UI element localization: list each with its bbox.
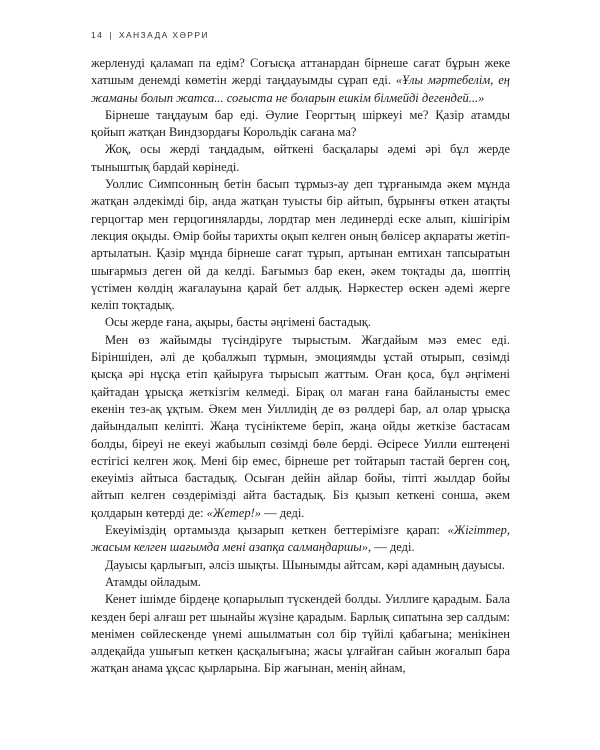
paragraph-text: Жоқ, осы жерді таңдадым, өйткені басқалары әдемі әрі бұл жерде тыныштық бардай көрінеді. xyxy=(91,142,510,174)
paragraph xyxy=(91,332,510,522)
body-text xyxy=(91,55,510,678)
paragraph-text: Атамды ойладым. xyxy=(105,574,201,589)
paragraph xyxy=(91,574,510,591)
author-name: ХАНЗАДА ХӘРРИ xyxy=(118,30,209,40)
paragraph xyxy=(91,55,510,107)
paragraph xyxy=(91,314,510,331)
paragraph xyxy=(91,591,510,677)
italic-text: «Жігіттер, жасым келген шағымда мені азапқа салмаңдаршы» xyxy=(91,523,510,555)
header-separator: | xyxy=(109,30,113,40)
paragraph xyxy=(91,557,510,574)
paragraph xyxy=(91,141,510,176)
paragraph-text: , — деді. xyxy=(368,540,415,555)
italic-text: «Ұлы мәртебелім, ең жаманы болып жатса... соғыста не боларын ешкім білмейді дегендей...» xyxy=(91,73,511,105)
paragraph xyxy=(91,522,510,557)
paragraph-text: Кенет ішімде бірдеңе қопарылып түскендей болды. Уиллиге қарадым. Бала кезден бері алғаш рет шынайы жүзіне қарадым. Барлық сипатына зер салдым: менімен сөйлескенде үнемі ашылматын сол бір түйілі қабағына; менікінен әлдеқайда ушығып кеткен қасқалығына; жасы ұлғайған сайын жоғалып бара жатқан анама ұқсас қырларына. Бір жағынан, менің айнам, xyxy=(91,592,510,676)
paragraph xyxy=(91,176,510,314)
paragraph-text: — деді. xyxy=(260,505,305,520)
running-head xyxy=(91,29,510,41)
paragraph-text: Осы жерде ғана, ақыры, басты әңгімені бастадық. xyxy=(105,315,371,330)
paragraph-text: Дауысы қарлығып, әлсіз шықты. Шынымды айтсам, кәрі адамның дауысы. xyxy=(105,557,505,572)
page-number: 14 xyxy=(91,30,104,40)
paragraph-text: Екеуіміздің ортамызда қызарып кеткен беттерімізге қарап: xyxy=(105,523,448,538)
paragraph-text: Уоллис Симпсонның бетін басып тұрмыз-ау деп тұрғанымда әкем мұнда жатқан әлдекімді бір, анда жатқан туысты бір айтып, бұрынғы өткен атақты герцогтар мен герцогиняларды, лордтар мен лединерді еске алып, кішігірім лекция оқыды. Өмір бойы тарихты оқып келген оның бөлісер ақпараты жетіп-артылатын. Қазір мұнда бірнеше сағат тұрып, артынан емтихан тапсыратын шығармыз деген ой да келді. Бағымыз бар екен, әкем тоқтады да, шөптің үстімен көлдің жағалауына қарай бет алдық. Нәркестер өскен әдемі жерге келіп тоқтадық. xyxy=(91,177,510,313)
paragraph-text: Бірнеше таңдауым бар еді. Әулие Георгтың шіркеуі ме? Қазір атамды қойып жатқан Виндзордағы Корольдік сағана ма? xyxy=(91,107,510,140)
paragraph-text: жерленуді қаламап па едім? Соғысқа аттанардан бірнеше сағат бұрын жеке хатшым денемді көметін жерді таңдауымды сұрап еді. xyxy=(91,56,510,88)
italic-text: «Жетер!» xyxy=(206,505,261,520)
paragraph xyxy=(91,107,510,142)
paragraph-text: Мен өз жайымды түсіндіруге тырыстым. Жағдайым мәз емес еді. Біріншіден, әлі де қобалжып тұрмын, эмоциямды ұстай отырып, сөзімді қысқа әрі нұсқа етіп қайыруға тырысып жаттым. Оған қоса, бұл әңгімені қайтадан ұрысқа жеткізгім келмеді. Бірақ ол маған ғана байланысты емес екенін тез-ақ ұқтым. Әкем мен Уиллидің де өз рөлдері бар, ал олар ұрысқа дайындалып келіпті. Жаңа түсініктеме беріп, жаңа ойды жеткізе бастасам болды, біреуі не екеуі жабылып сөзімді бөле берді. Әсіресе Уилли ештеңені естігісі келген жоқ. Мені бір емес, бірнеше рет тойтарып тастай берген соң, екеуіміз айтыса бастадық. Осыған дейін айлар бойы, тіпті жылдар бойы айтып келген сөздерімізді айта бастадық. Біз қызып кеткені соншa, әкем қолдарын көтерді де: xyxy=(91,332,510,520)
